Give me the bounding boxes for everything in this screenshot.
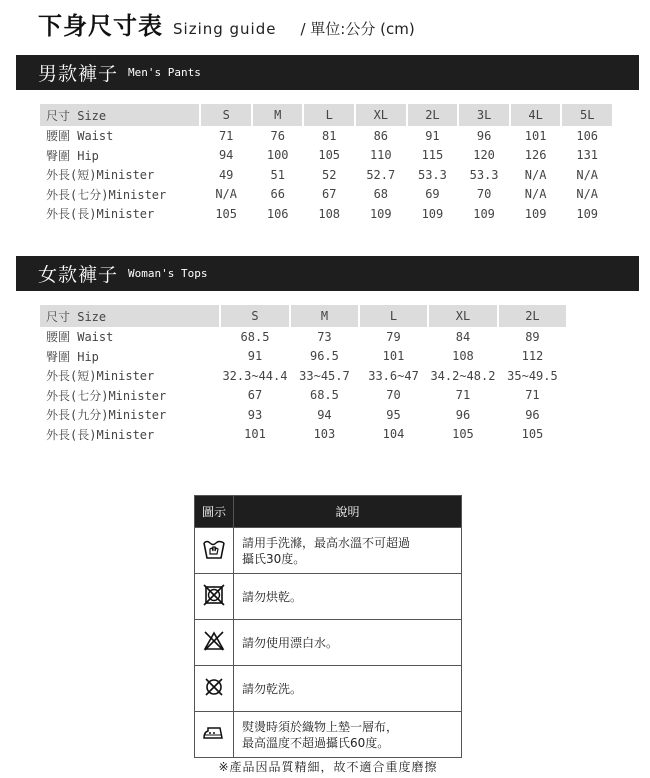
womens-section-header bbox=[16, 256, 639, 291]
measurement-value: 67 bbox=[247, 388, 263, 403]
measurement-value: 81 bbox=[321, 128, 337, 143]
iron-icon bbox=[202, 723, 226, 743]
measurement-value: 109 bbox=[524, 206, 547, 221]
mens-title-en: Men's Pants bbox=[128, 66, 201, 79]
table-row bbox=[40, 146, 612, 166]
measurement-value: N/A bbox=[576, 187, 599, 202]
mens-title-cn: 男款褲子 bbox=[38, 63, 119, 85]
measurement-value: 110 bbox=[369, 148, 392, 163]
no-bleach-icon bbox=[203, 630, 225, 652]
size-header-cell: 3L bbox=[459, 104, 509, 126]
table-row bbox=[40, 204, 612, 224]
womens-title-cn: 女款褲子 bbox=[38, 264, 119, 286]
care-note: ※產品因品質精細，故不適合重度磨擦 bbox=[218, 760, 438, 774]
measurement-value: 53.3 bbox=[417, 167, 447, 182]
size-header-cell: L bbox=[360, 305, 427, 327]
measurement-value: 35~49.5 bbox=[507, 368, 558, 383]
measurement-value: 68 bbox=[373, 187, 389, 202]
measurement-value: 68.5 bbox=[309, 388, 339, 403]
measurement-value: 66 bbox=[270, 187, 285, 202]
care-instructions-table bbox=[194, 495, 462, 758]
no-dry-clean-icon bbox=[203, 676, 225, 698]
table-row bbox=[40, 165, 612, 185]
size-header-cell: M bbox=[291, 305, 358, 327]
measurement-label: 臀圍 Hip bbox=[46, 148, 99, 163]
measurement-value: 79 bbox=[386, 329, 401, 344]
table-row bbox=[40, 386, 566, 406]
measurement-value: 108 bbox=[318, 206, 341, 221]
measurement-value: 68.5 bbox=[240, 329, 270, 344]
measurement-value: 120 bbox=[473, 148, 495, 163]
page-title-english: Sizing guide bbox=[173, 20, 277, 38]
page-title: 下身尺寸表 bbox=[38, 12, 163, 40]
size-header-cell: 4L bbox=[511, 104, 561, 126]
table-row bbox=[40, 405, 566, 425]
measurement-value: 126 bbox=[524, 148, 547, 163]
care-text-line: 請勿烘乾。 bbox=[242, 589, 303, 604]
measurement-value: 101 bbox=[244, 427, 266, 442]
measurement-value: 32.3~44.4 bbox=[222, 368, 288, 383]
measurement-label: 外長(七分)Minister bbox=[46, 187, 167, 202]
size-header-label: 尺寸 Size bbox=[40, 305, 219, 327]
measurement-value: 115 bbox=[421, 148, 444, 163]
womens-title-en: Woman's Tops bbox=[128, 267, 208, 280]
measurement-label: 外長(七分)Minister bbox=[46, 388, 167, 403]
measurement-value: 33.6~47 bbox=[368, 368, 419, 383]
measurement-value: 33~45.7 bbox=[299, 368, 350, 383]
care-header-desc: 說明 bbox=[234, 496, 462, 528]
page-title-row bbox=[38, 6, 415, 41]
measurement-label: 腰圍 Waist bbox=[46, 129, 114, 144]
measurement-value: 105 bbox=[452, 427, 474, 442]
size-header-cell: L bbox=[304, 104, 354, 126]
care-text-line: 請勿使用漂白水。 bbox=[242, 635, 339, 650]
womens-size-table bbox=[38, 305, 568, 444]
measurement-value: 34.2~48.2 bbox=[430, 368, 496, 383]
size-header-row bbox=[40, 104, 612, 126]
measurement-value: 71 bbox=[218, 128, 234, 143]
measurement-value: 49 bbox=[218, 167, 234, 182]
measurement-value: 109 bbox=[421, 206, 444, 221]
size-header-cell: S bbox=[221, 305, 289, 327]
size-header-cell: XL bbox=[356, 104, 406, 126]
care-text-line: 請勿乾洗。 bbox=[242, 681, 303, 696]
measurement-value: N/A bbox=[524, 167, 547, 182]
measurement-value: N/A bbox=[576, 167, 599, 182]
measurement-value: 67 bbox=[321, 187, 337, 202]
measurement-value: 84 bbox=[455, 329, 471, 344]
measurement-value: 86 bbox=[373, 128, 389, 143]
care-text-line: 熨燙時須於織物上墊一層布， bbox=[242, 719, 399, 734]
measurement-value: 96 bbox=[525, 407, 540, 422]
measurement-value: 105 bbox=[215, 206, 238, 221]
measurement-value: 51 bbox=[270, 167, 285, 182]
measurement-value: 52 bbox=[321, 167, 337, 182]
care-header-icon: 圖示 bbox=[195, 496, 234, 528]
measurement-value: 109 bbox=[576, 206, 599, 221]
measurement-value: 131 bbox=[576, 148, 599, 163]
care-row bbox=[195, 620, 462, 666]
size-header-cell: 2L bbox=[408, 104, 458, 126]
measurement-value: 91 bbox=[425, 128, 440, 143]
measurement-value: 109 bbox=[473, 206, 495, 221]
table-row bbox=[40, 327, 566, 347]
care-text-line: 請用手洗滌，最高水溫不可超過 bbox=[242, 535, 411, 550]
measurement-value: 109 bbox=[369, 206, 392, 221]
measurement-value: 95 bbox=[386, 407, 401, 422]
measurement-value: 69 bbox=[425, 187, 440, 202]
measurement-label: 外長(九分)Minister bbox=[46, 408, 167, 423]
measurement-label: 外長(短)Minister bbox=[46, 369, 155, 384]
measurement-value: 112 bbox=[521, 349, 544, 364]
measurement-value: 105 bbox=[318, 148, 341, 163]
measurement-value: 108 bbox=[452, 349, 474, 364]
measurement-label: 外長(長)Minister bbox=[46, 207, 155, 222]
size-header-cell: M bbox=[253, 104, 303, 126]
measurement-value: 101 bbox=[524, 128, 547, 143]
measurement-value: 53.3 bbox=[469, 167, 499, 182]
measurement-value: 52.7 bbox=[366, 167, 396, 182]
hand-wash-icon bbox=[202, 538, 226, 560]
table-row bbox=[40, 126, 612, 146]
measurement-value: 100 bbox=[266, 148, 289, 163]
no-tumble-dry-icon bbox=[203, 584, 225, 606]
measurement-value: 70 bbox=[476, 187, 492, 202]
care-row bbox=[195, 574, 462, 620]
measurement-value: 93 bbox=[247, 407, 263, 422]
size-header-cell: XL bbox=[429, 305, 497, 327]
care-row bbox=[195, 666, 462, 712]
measurement-value: 94 bbox=[317, 407, 332, 422]
care-text-line: 最高溫度不超過攝氏60度。 bbox=[242, 735, 390, 750]
table-row bbox=[40, 185, 612, 205]
measurement-value: 71 bbox=[525, 388, 540, 403]
size-header-label: 尺寸 Size bbox=[40, 104, 199, 126]
size-header-cell: S bbox=[201, 104, 251, 126]
unit-label: / 單位:公分 (cm) bbox=[300, 20, 415, 38]
size-header-row bbox=[40, 305, 566, 327]
measurement-value: 70 bbox=[386, 388, 401, 403]
measurement-label: 臀圍 Hip bbox=[46, 349, 99, 364]
mens-section-header bbox=[16, 55, 639, 90]
measurement-label: 外長(短)Minister bbox=[46, 168, 155, 183]
measurement-label: 外長(長)Minister bbox=[46, 427, 155, 442]
measurement-value: 91 bbox=[247, 349, 263, 364]
table-row bbox=[40, 425, 566, 445]
measurement-value: 106 bbox=[266, 206, 289, 221]
mens-size-table bbox=[38, 104, 614, 224]
measurement-value: 96 bbox=[476, 128, 492, 143]
measurement-value: 106 bbox=[576, 128, 599, 143]
measurement-value: 104 bbox=[382, 427, 405, 442]
care-row bbox=[195, 712, 462, 758]
size-header-cell: 2L bbox=[499, 305, 566, 327]
measurement-label: 腰圍 Waist bbox=[46, 330, 114, 345]
measurement-value: 89 bbox=[525, 329, 540, 344]
measurement-value: 76 bbox=[270, 128, 285, 143]
measurement-value: N/A bbox=[524, 187, 547, 202]
measurement-value: 101 bbox=[382, 349, 405, 364]
size-header-cell: 5L bbox=[562, 104, 612, 126]
measurement-value: N/A bbox=[215, 187, 238, 202]
measurement-value: 71 bbox=[455, 388, 471, 403]
care-text-line: 攝氏30度。 bbox=[242, 551, 306, 566]
measurement-value: 103 bbox=[313, 427, 336, 442]
measurement-value: 73 bbox=[317, 329, 332, 344]
table-row bbox=[40, 347, 566, 367]
care-row bbox=[195, 528, 462, 574]
measurement-value: 96 bbox=[455, 407, 471, 422]
table-row bbox=[40, 366, 566, 386]
measurement-value: 96.5 bbox=[309, 349, 339, 364]
measurement-value: 105 bbox=[521, 427, 544, 442]
care-header-row bbox=[195, 496, 462, 528]
measurement-value: 94 bbox=[218, 148, 234, 163]
